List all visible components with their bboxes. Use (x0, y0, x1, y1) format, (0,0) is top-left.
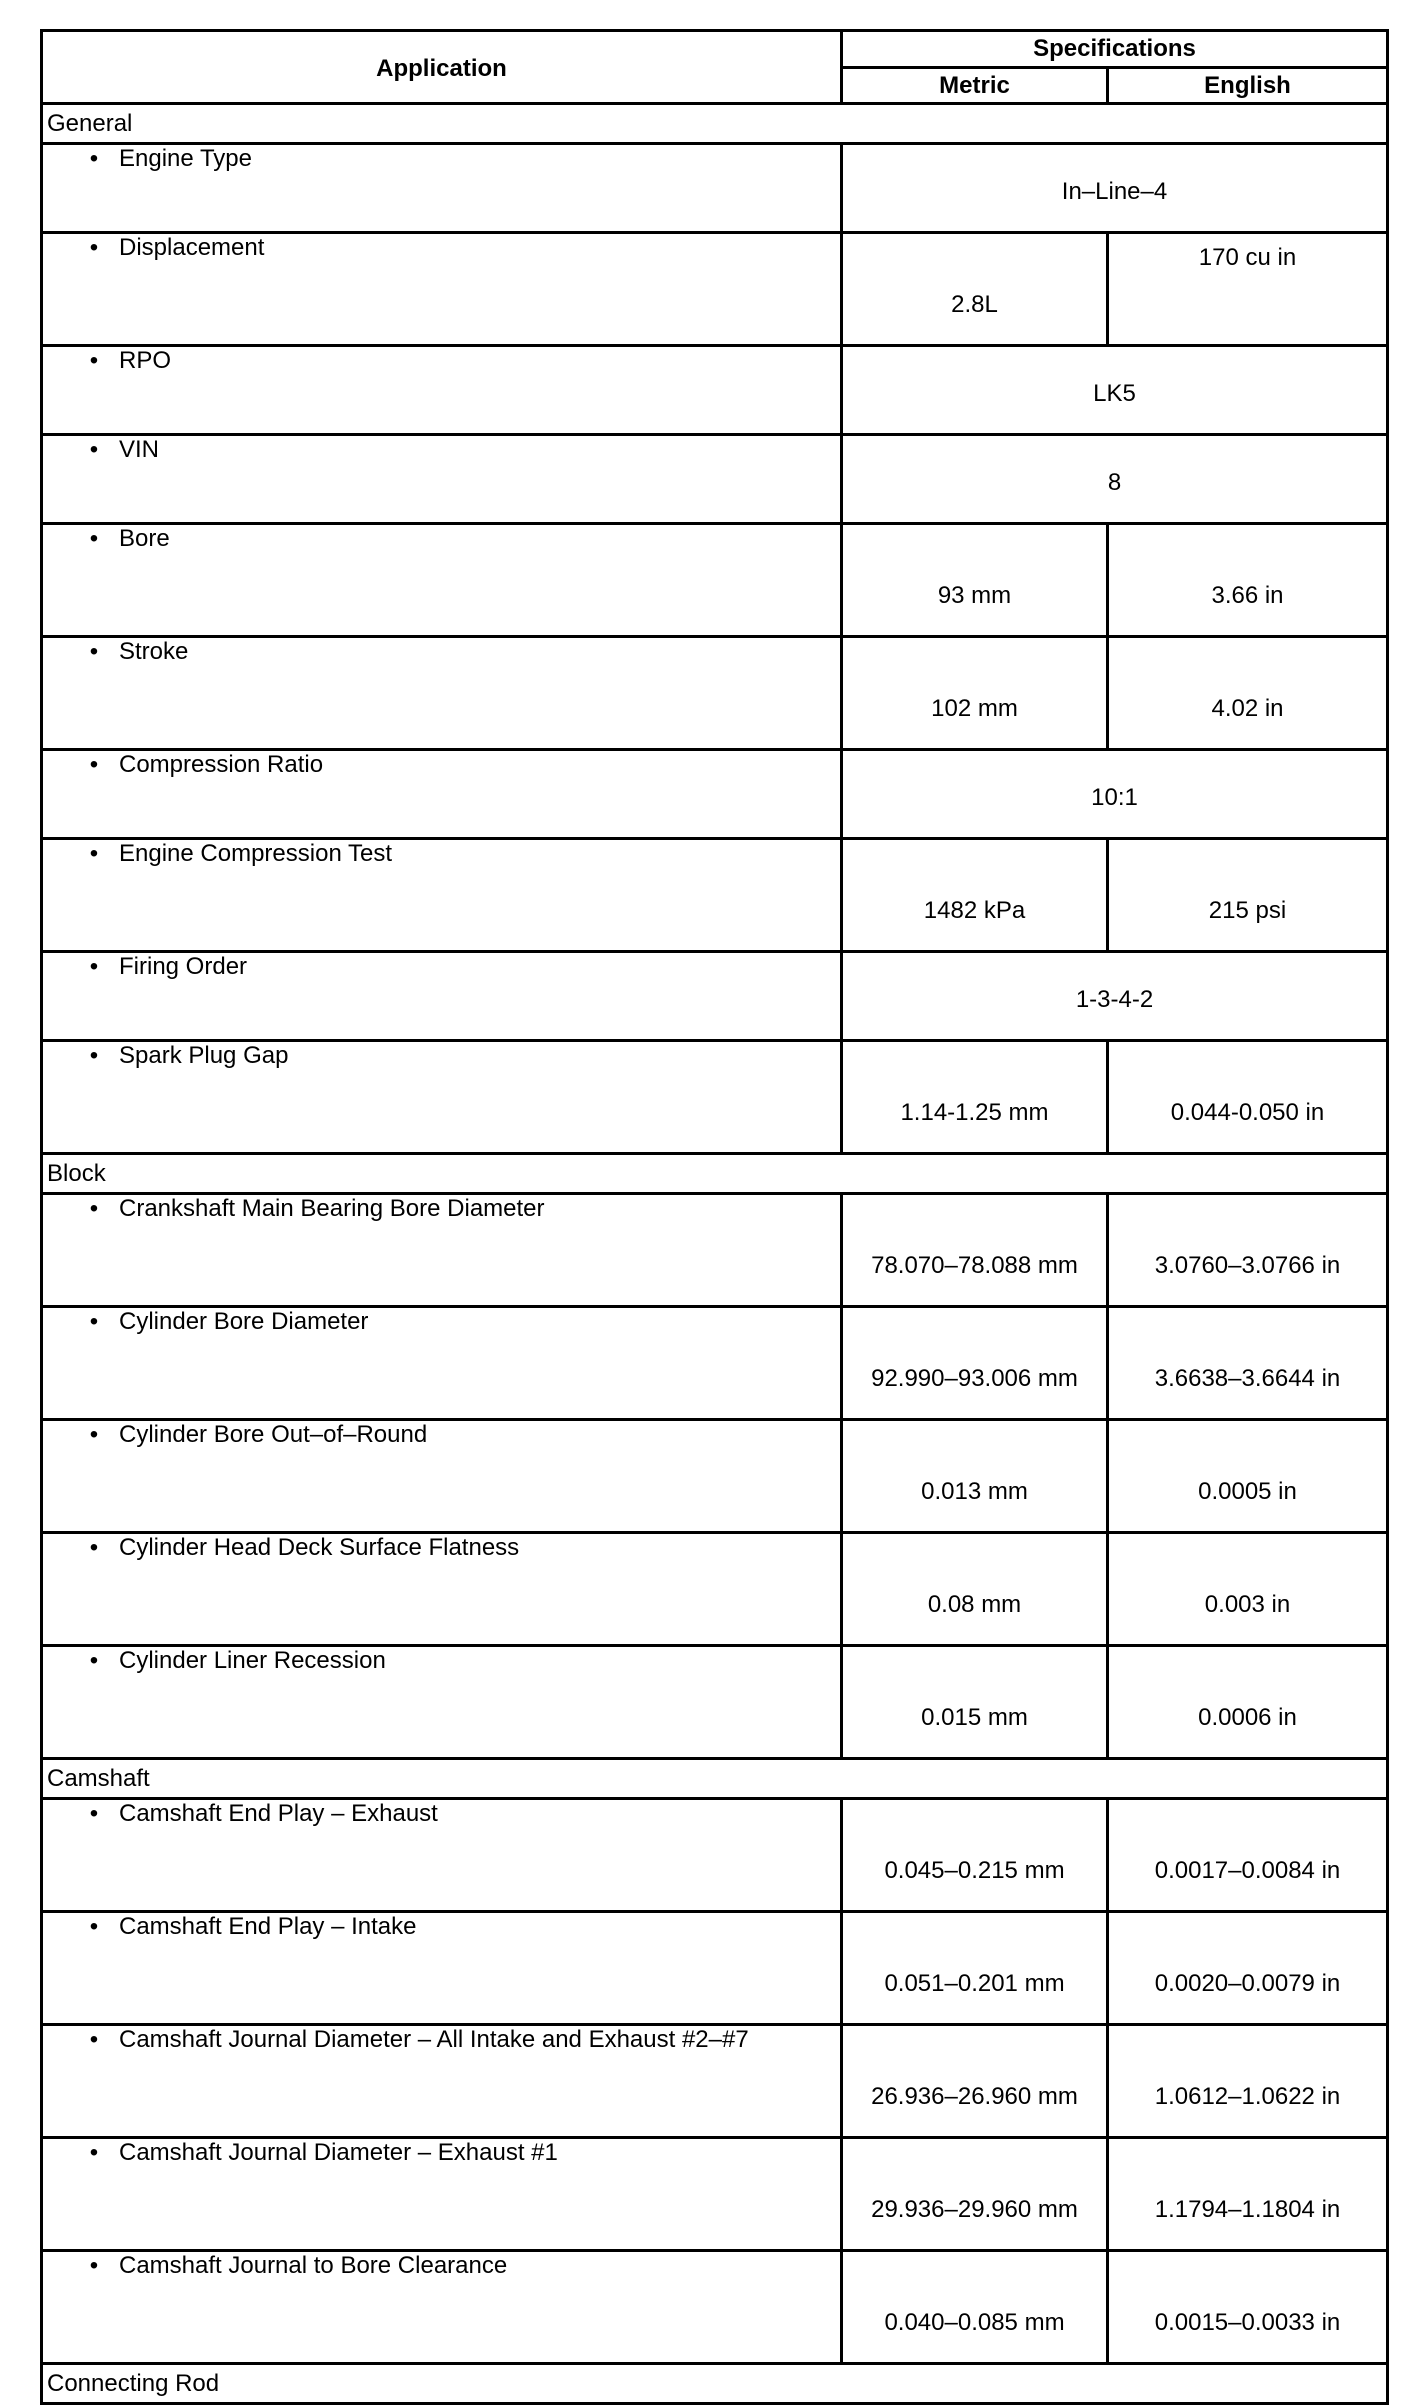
application-label: Compression Ratio (119, 751, 324, 778)
english-value: 170 cu in (1108, 233, 1388, 346)
metric-value: 0.040–0.085 mm (842, 2251, 1108, 2364)
metric-value: 0.045–0.215 mm (842, 1799, 1108, 1912)
specifications-table (40, 29, 1389, 2405)
metric-value: 1.14-1.25 mm (842, 1041, 1108, 1154)
bullet-icon: • (89, 751, 99, 778)
bullet-icon: • (89, 2252, 99, 2279)
table-row (42, 2251, 1388, 2364)
application-cell (42, 435, 842, 524)
application-label: Firing Order (119, 953, 248, 980)
section-row (42, 1154, 1388, 1194)
english-value: 4.02 in (1108, 637, 1388, 750)
table-row (42, 1912, 1388, 2025)
metric-value: 78.070–78.088 mm (842, 1194, 1108, 1307)
bullet-icon: • (89, 234, 99, 261)
english-value: 0.0015–0.0033 in (1108, 2251, 1388, 2364)
application-label: Displacement (119, 234, 265, 261)
combined-value: 8 (842, 435, 1388, 524)
application-cell (42, 524, 842, 637)
table-row (42, 1307, 1388, 1420)
bullet-icon: • (89, 1421, 99, 1448)
english-value: 3.66 in (1108, 524, 1388, 637)
application-label: Stroke (119, 638, 189, 665)
bullet-icon: • (89, 2139, 99, 2166)
metric-value: 0.051–0.201 mm (842, 1912, 1108, 2025)
metric-value: 0.013 mm (842, 1420, 1108, 1533)
bullet-icon: • (89, 436, 99, 463)
bullet-icon: • (89, 347, 99, 374)
bullet-icon: • (89, 145, 99, 172)
bullet-icon: • (89, 1195, 99, 1222)
bullet-icon: • (89, 1913, 99, 1940)
application-label: Bore (119, 525, 170, 552)
table-row (42, 750, 1388, 839)
section-label: Connecting Rod (42, 2364, 1388, 2404)
section-row (42, 104, 1388, 144)
application-cell (42, 1646, 842, 1759)
application-label: Engine Compression Test (119, 840, 393, 867)
table-row (42, 839, 1388, 952)
bullet-icon: • (89, 953, 99, 980)
application-label: Cylinder Liner Recession (119, 1647, 386, 1674)
metric-value: 26.936–26.960 mm (842, 2025, 1108, 2138)
english-value: 1.0612–1.0622 in (1108, 2025, 1388, 2138)
combined-value: 1-3-4-2 (842, 952, 1388, 1041)
application-label: Cylinder Bore Diameter (119, 1308, 369, 1335)
application-cell (42, 2138, 842, 2251)
english-value: 0.0017–0.0084 in (1108, 1799, 1388, 1912)
english-value: 0.044-0.050 in (1108, 1041, 1388, 1154)
application-label: Crankshaft Main Bearing Bore Diameter (119, 1195, 545, 1222)
table-row (42, 346, 1388, 435)
table-row (42, 144, 1388, 233)
application-cell (42, 952, 842, 1041)
table-row (42, 1533, 1388, 1646)
application-cell (42, 1041, 842, 1154)
table-row (42, 1646, 1388, 1759)
application-cell (42, 1799, 842, 1912)
combined-value: In–Line–4 (842, 144, 1388, 233)
bullet-icon: • (89, 638, 99, 665)
table-row (42, 1799, 1388, 1912)
table-row (42, 233, 1388, 346)
application-label: Cylinder Head Deck Surface Flatness (119, 1534, 520, 1561)
application-label: Camshaft Journal Diameter – All Intake and Exhaust #2–#7 (119, 2026, 749, 2053)
bullet-icon: • (89, 1800, 99, 1827)
metric-header: Metric (842, 68, 1108, 104)
english-value: 3.0760–3.0766 in (1108, 1194, 1388, 1307)
bullet-icon: • (89, 1647, 99, 1674)
english-value: 215 psi (1108, 839, 1388, 952)
metric-value: 29.936–29.960 mm (842, 2138, 1108, 2251)
bullet-icon: • (89, 1042, 99, 1069)
metric-value: 102 mm (842, 637, 1108, 750)
application-cell (42, 1912, 842, 2025)
combined-value: 10:1 (842, 750, 1388, 839)
application-label: Engine Type (119, 145, 252, 172)
english-value: 0.0020–0.0079 in (1108, 1912, 1388, 2025)
metric-value: 2.8L (842, 233, 1108, 346)
section-label: Block (42, 1154, 1388, 1194)
bullet-icon: • (89, 2026, 99, 2053)
combined-value: LK5 (842, 346, 1388, 435)
application-label: Cylinder Bore Out–of–Round (119, 1421, 428, 1448)
table-row (42, 1041, 1388, 1154)
specifications-header: Specifications (842, 31, 1388, 68)
application-cell (42, 637, 842, 750)
application-label: Camshaft Journal to Bore Clearance (119, 2252, 508, 2279)
bullet-icon: • (89, 1308, 99, 1335)
section-row (42, 1759, 1388, 1799)
english-value: 0.003 in (1108, 1533, 1388, 1646)
table-body (42, 104, 1388, 2404)
application-label: Camshaft End Play – Exhaust (119, 1800, 438, 1827)
application-cell (42, 2025, 842, 2138)
application-cell (42, 1533, 842, 1646)
table-row (42, 637, 1388, 750)
bullet-icon: • (89, 840, 99, 867)
metric-value: 1482 kPa (842, 839, 1108, 952)
table-row (42, 435, 1388, 524)
section-row (42, 2364, 1388, 2404)
application-cell (42, 750, 842, 839)
application-label: VIN (119, 436, 160, 463)
application-cell (42, 1307, 842, 1420)
application-cell (42, 839, 842, 952)
application-header: Application (42, 31, 842, 104)
bullet-icon: • (89, 1534, 99, 1561)
table-row (42, 952, 1388, 1041)
section-label: Camshaft (42, 1759, 1388, 1799)
section-label: General (42, 104, 1388, 144)
bullet-icon: • (89, 525, 99, 552)
application-label: RPO (119, 347, 172, 374)
english-value: 1.1794–1.1804 in (1108, 2138, 1388, 2251)
application-label: Spark Plug Gap (119, 1042, 289, 1069)
application-cell (42, 1420, 842, 1533)
table-row (42, 1420, 1388, 1533)
english-header: English (1108, 68, 1388, 104)
table-row (42, 2025, 1388, 2138)
metric-value: 0.015 mm (842, 1646, 1108, 1759)
table-row (42, 2138, 1388, 2251)
metric-value: 92.990–93.006 mm (842, 1307, 1108, 1420)
application-cell (42, 2251, 842, 2364)
application-cell (42, 233, 842, 346)
english-value: 0.0005 in (1108, 1420, 1388, 1533)
metric-value: 93 mm (842, 524, 1108, 637)
application-cell (42, 1194, 842, 1307)
table-row (42, 524, 1388, 637)
application-cell (42, 144, 842, 233)
english-value: 3.6638–3.6644 in (1108, 1307, 1388, 1420)
application-label: Camshaft End Play – Intake (119, 1913, 417, 1940)
table-row (42, 1194, 1388, 1307)
english-value: 0.0006 in (1108, 1646, 1388, 1759)
application-cell (42, 346, 842, 435)
metric-value: 0.08 mm (842, 1533, 1108, 1646)
application-label: Camshaft Journal Diameter – Exhaust #1 (119, 2139, 558, 2166)
